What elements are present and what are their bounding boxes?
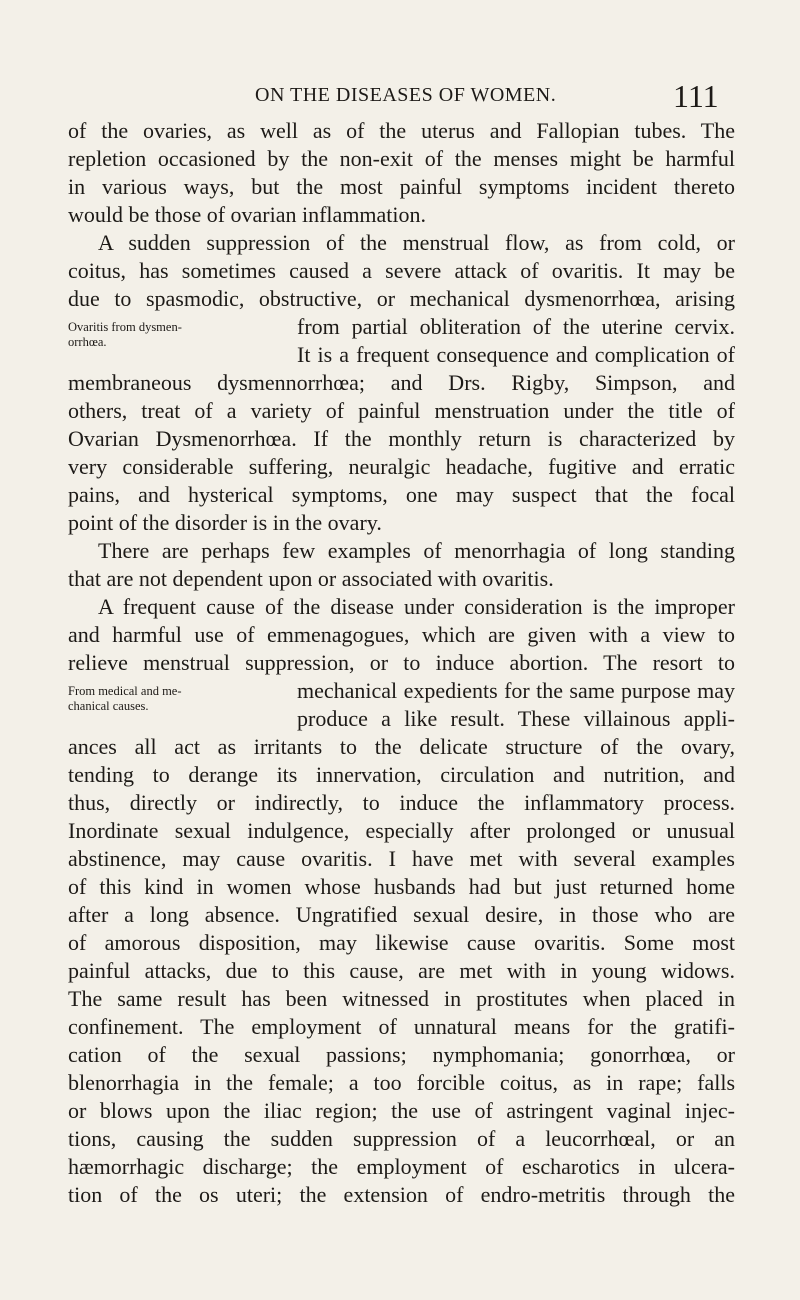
page-number: 111 bbox=[673, 78, 719, 114]
text-line: There are perhaps few examples of menorrhagia of long standing bbox=[98, 538, 735, 563]
text-line: would be those of ovarian inflammation. bbox=[68, 202, 427, 227]
text-line: others, treat of a variety of painful menstruation under the title of bbox=[68, 398, 735, 423]
text-line: A frequent cause of the disease under consideration is the improper bbox=[98, 594, 735, 619]
text-line: from partial obliteration of the uterine cervix. bbox=[297, 314, 735, 339]
text-line: tending to derange its innervation, circulation and nutrition, and bbox=[68, 762, 735, 787]
text-line: and harmful use of emmenagogues, which are given with a view to bbox=[68, 622, 735, 647]
page-header bbox=[0, 78, 800, 114]
text-line: that are not dependent upon or associated with ovaritis. bbox=[68, 566, 554, 591]
text-line: relieve menstrual suppression, or to induce abortion. The resort to bbox=[68, 650, 735, 675]
text-line: after a long absence. Ungratified sexual desire, in those who are bbox=[68, 902, 735, 927]
text-line: produce a like result. These villainous appli- bbox=[297, 706, 735, 731]
text-line: Ovarian Dysmenorrhœa. If the monthly return is characterized by bbox=[68, 426, 735, 451]
text-line: The same result has been witnessed in prostitutes when placed in bbox=[68, 986, 735, 1011]
text-line: ances all act as irritants to the delicate structure of the ovary, bbox=[68, 734, 735, 759]
text-line: It is a frequent consequence and complication of bbox=[297, 342, 735, 367]
text-line: or blows upon the iliac region; the use of astringent vaginal injec- bbox=[68, 1098, 735, 1123]
text-line: Inordinate sexual indulgence, especially after prolonged or unusual bbox=[68, 818, 735, 843]
text-line: pains, and hysterical symptoms, one may suspect that the focal bbox=[68, 482, 735, 507]
text-line: cation of the sexual passions; nymphomania; gonorrhœa, or bbox=[68, 1042, 735, 1067]
text-line: abstinence, may cause ovaritis. I have met with several examples bbox=[68, 846, 735, 871]
running-head: ON THE DISEASES OF WOMEN. bbox=[255, 84, 557, 106]
text-line: blenorrhagia in the female; a too forcible coitus, as in rape; falls bbox=[68, 1070, 735, 1095]
text-line: point of the disorder is in the ovary. bbox=[68, 510, 382, 535]
text-line: tion of the os uteri; the extension of endro-metritis through the bbox=[68, 1182, 735, 1207]
text-line: mechanical expedients for the same purpose may bbox=[297, 678, 735, 703]
margin-note: From medical and me- bbox=[68, 684, 182, 698]
text-line: A sudden suppression of the menstrual flow, as from cold, or bbox=[98, 230, 735, 255]
text-line: due to spasmodic, obstructive, or mechanical dysmenorrhœa, arising bbox=[68, 286, 735, 311]
text-line: painful attacks, due to this cause, are met with in young widows. bbox=[68, 958, 735, 983]
text-line: membraneous dysmennorrhœa; and Drs. Rigby, Simpson, and bbox=[68, 370, 735, 395]
margin-note: orrhœa. bbox=[68, 335, 107, 349]
text-line: confinement. The employment of unnatural means for the gratifi- bbox=[68, 1014, 735, 1039]
text-line: hæmorrhagic discharge; the employment of escharotics in ulcera- bbox=[68, 1154, 735, 1179]
text-line: of amorous disposition, may likewise cause ovaritis. Some most bbox=[68, 930, 735, 955]
text-line: coitus, has sometimes caused a severe attack of ovaritis. It may be bbox=[68, 258, 735, 283]
text-line: of this kind in women whose husbands had but just returned home bbox=[68, 874, 735, 899]
text-line: thus, directly or indirectly, to induce the inflammatory process. bbox=[68, 790, 735, 815]
margin-note: chanical causes. bbox=[68, 699, 149, 713]
margin-note: Ovaritis from dysmen- bbox=[68, 320, 182, 334]
text-line: in various ways, but the most painful symptoms incident thereto bbox=[68, 174, 735, 199]
text-line: very considerable suffering, neuralgic headache, fugitive and erratic bbox=[68, 454, 735, 479]
text-line: repletion occasioned by the non-exit of the menses might be harmful bbox=[68, 146, 735, 171]
text-line: tions, causing the sudden suppression of a leucorrhœal, or an bbox=[68, 1126, 735, 1151]
text-line: of the ovaries, as well as of the uterus and Fallopian tubes. The bbox=[68, 118, 735, 143]
